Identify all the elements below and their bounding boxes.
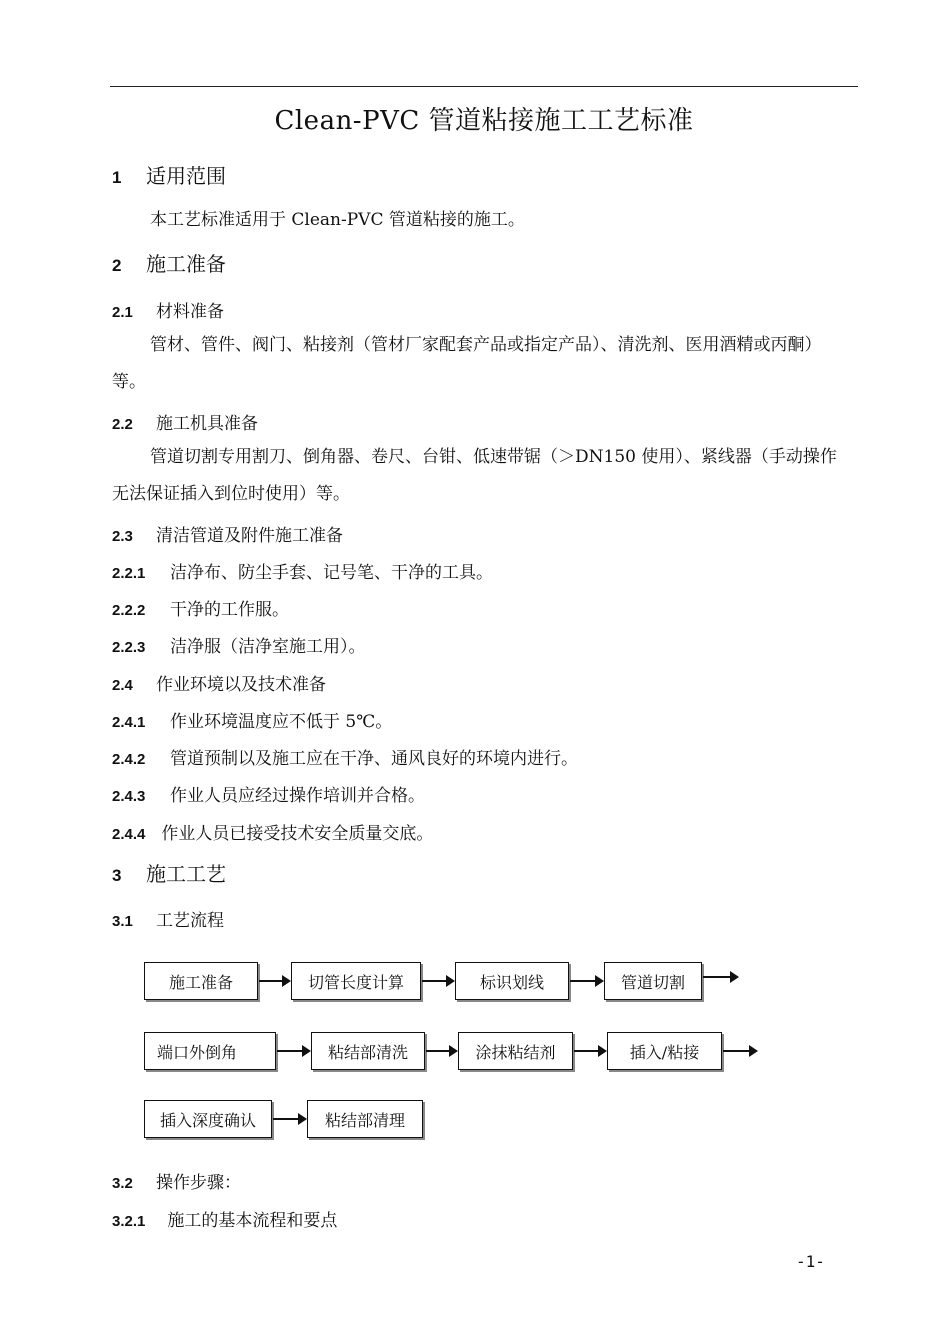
item-number: 2.2.2 — [112, 602, 146, 619]
item-2-4-4 — [112, 819, 433, 844]
section-title: 工艺流程 — [156, 911, 224, 931]
item-number: 2.4.3 — [112, 788, 146, 805]
item-2-4-3 — [112, 781, 425, 806]
section-2-3-heading — [112, 521, 343, 546]
item-text: 作业人员已接受技术安全质量交底。 — [161, 824, 434, 844]
item-2-2-3 — [112, 632, 366, 657]
item-3-2-1 — [112, 1206, 337, 1231]
section-number: 3.1 — [112, 913, 133, 930]
section-title: 清洁管道及附件施工准备 — [156, 526, 343, 546]
flow-step-prepare: 施工准备 — [144, 962, 258, 1000]
flow-arrow — [574, 1050, 605, 1052]
section-title: 施工工艺 — [146, 862, 226, 886]
section-number: 2.4 — [112, 677, 133, 694]
section-2-2-heading — [112, 409, 258, 434]
item-text: 管道预制以及施工应在干净、通风良好的环境内进行。 — [170, 749, 578, 769]
flow-step-chamfer: 端口外倒角 — [144, 1032, 276, 1070]
section-1-heading — [112, 160, 226, 189]
section-2-2-body: 管道切割专用割刀、倒角器、卷尺、台钳、低速带锯（＞DN150 使用）、紧线器（手动操作无法保证插入到位时使用）等。 — [112, 447, 837, 504]
section-number: 2.3 — [112, 528, 133, 545]
item-text: 施工的基本流程和要点 — [167, 1211, 338, 1231]
item-text: 洁净布、防尘手套、记号笔、干净的工具。 — [170, 563, 493, 583]
flow-step-insert-depth: 插入深度确认 — [144, 1100, 272, 1138]
item-text: 洁净服（洁净室施工用）。 — [170, 637, 366, 657]
section-number: 2 — [112, 256, 122, 275]
item-2-4-1 — [112, 707, 392, 732]
section-number: 3.2 — [112, 1175, 133, 1192]
flow-step-cut-length: 切管长度计算 — [291, 962, 421, 1000]
section-3-2-heading — [112, 1168, 241, 1193]
section-title: 施工机具准备 — [156, 414, 258, 434]
item-number: 2.4.2 — [112, 751, 146, 768]
item-2-2-2 — [112, 595, 289, 620]
section-number: 2.1 — [112, 304, 133, 321]
section-3-heading — [112, 858, 226, 887]
item-number: 3.2.1 — [112, 1213, 146, 1230]
section-number: 3 — [112, 866, 122, 885]
section-2-1-body: 管材、管件、阀门、粘接剂（管材厂家配套产品或指定产品）、清洗剂、医用酒精或丙酮）等。 — [112, 335, 822, 392]
header-rule — [110, 86, 858, 87]
item-2-4-2 — [112, 744, 578, 769]
flow-arrow — [426, 1050, 456, 1052]
section-title: 施工准备 — [146, 252, 226, 276]
item-number: 2.2.3 — [112, 639, 146, 656]
item-text: 干净的工作服。 — [170, 600, 289, 620]
flow-step-apply-adhesive: 涂抹粘结剂 — [458, 1032, 573, 1070]
flow-step-bond-cleanup: 粘结部清理 — [307, 1100, 423, 1138]
section-number: 2.2 — [112, 416, 133, 433]
flow-arrow — [703, 976, 737, 978]
item-number: 2.4.4 — [112, 826, 146, 843]
section-title: 作业环境以及技术准备 — [156, 675, 326, 695]
item-2-2-1 — [112, 558, 493, 583]
flow-arrow — [422, 980, 453, 982]
section-2-4-heading — [112, 670, 326, 695]
section-title: 适用范围 — [146, 164, 226, 188]
section-title: 操作步骤： — [156, 1173, 241, 1193]
flow-step-marking: 标识划线 — [455, 962, 569, 1000]
flow-arrow — [273, 1118, 305, 1120]
flow-arrow — [259, 980, 289, 982]
section-title: 材料准备 — [156, 302, 224, 322]
document-title: Clean-PVC 管道粘接施工工艺标准 — [274, 106, 694, 136]
section-3-1-heading — [112, 906, 224, 931]
page-number: -1- — [796, 1252, 825, 1271]
flow-step-cleaning: 粘结部清洗 — [311, 1032, 425, 1070]
flow-arrow — [570, 980, 602, 982]
item-number: 2.2.1 — [112, 565, 146, 582]
flow-arrow — [277, 1050, 309, 1052]
section-number: 1 — [112, 168, 122, 187]
item-text: 作业环境温度应不低于 5℃。 — [170, 712, 393, 732]
section-2-1-heading — [112, 297, 224, 322]
item-text: 作业人员应经过操作培训并合格。 — [170, 786, 425, 806]
flow-step-insert-bond: 插入/粘接 — [607, 1032, 722, 1070]
flow-step-pipe-cutting: 管道切割 — [604, 962, 702, 1000]
section-2-heading — [112, 248, 226, 277]
item-number: 2.4.1 — [112, 714, 146, 731]
flow-arrow — [723, 1050, 756, 1052]
section-1-body: 本工艺标准适用于 Clean-PVC 管道粘接的施工。 — [150, 210, 525, 230]
